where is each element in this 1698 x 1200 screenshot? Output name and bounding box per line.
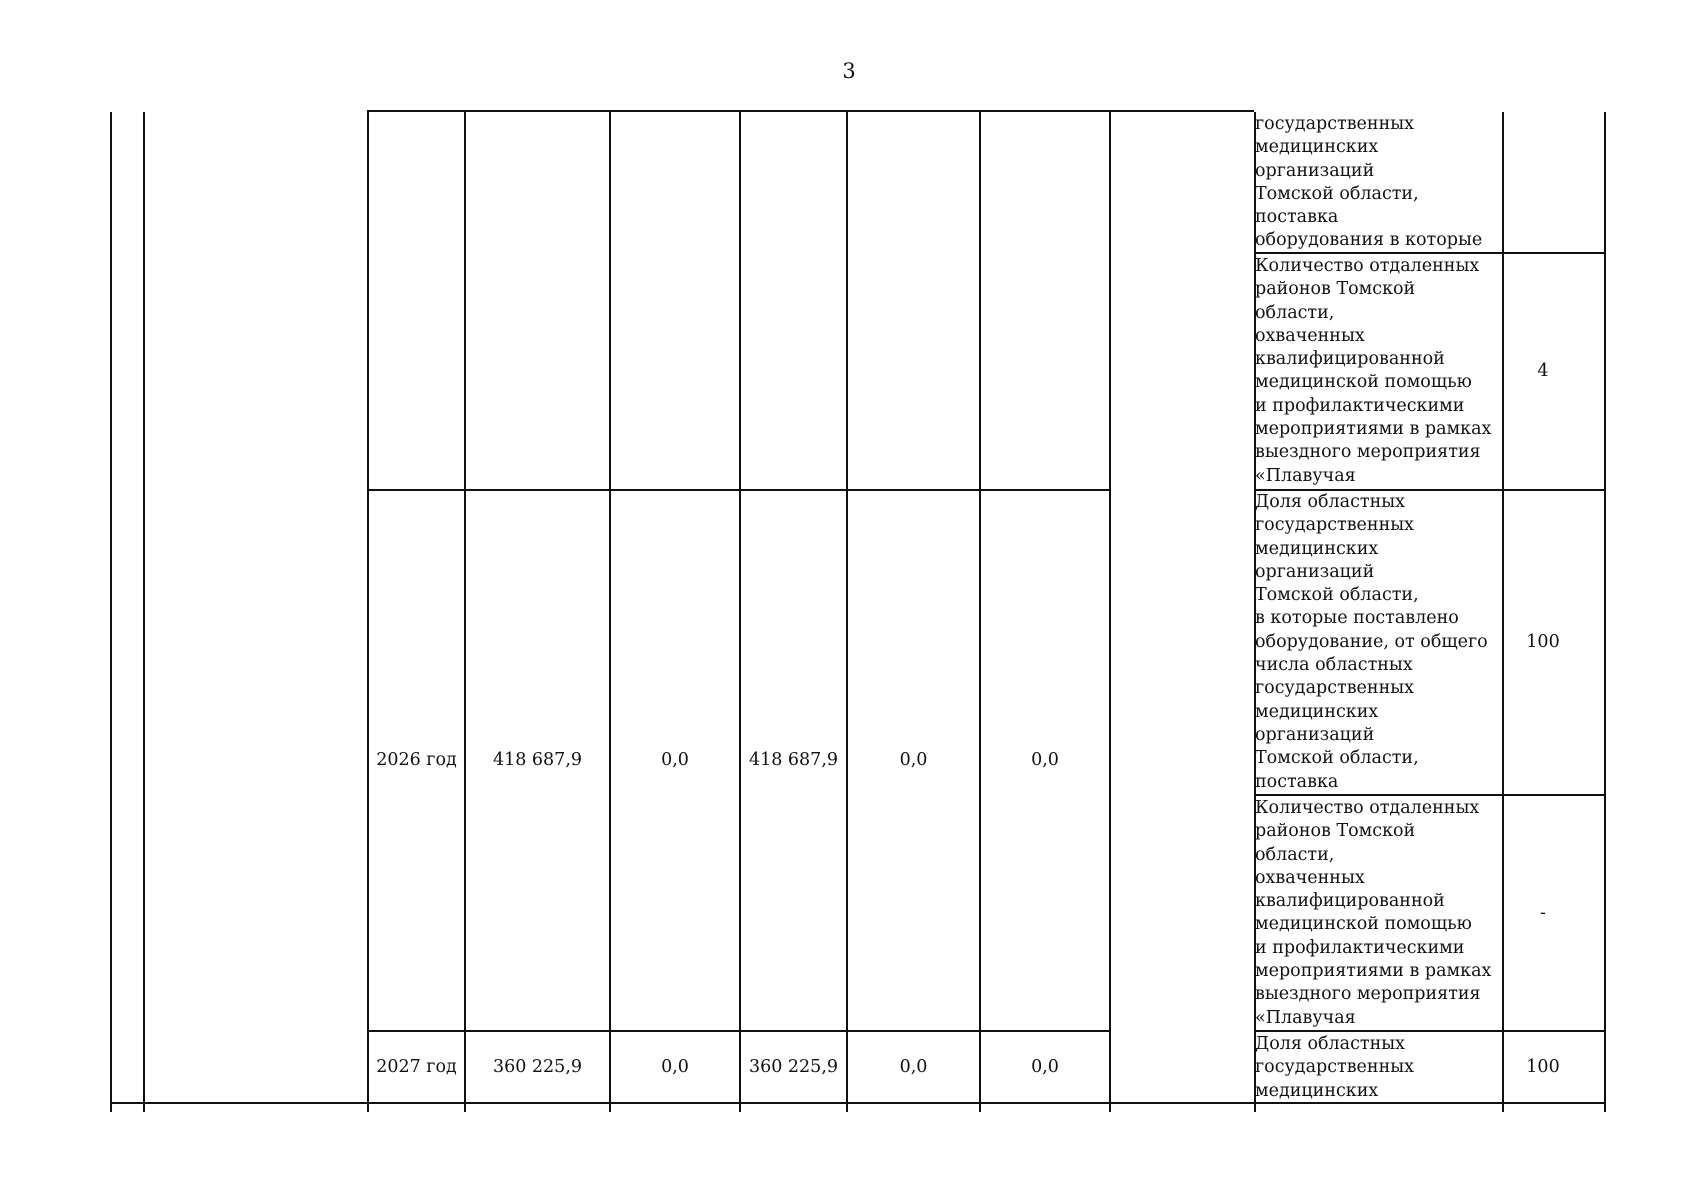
indicator-text: государственных медицинских организаций Томской области, поставка оборудования в которые <box>1255 114 1483 251</box>
indicator-value: 4 <box>1537 361 1549 381</box>
indicator-text: Доля областных государственных медицинских организаций Томской области, в которые поставлено оборудование, от общего числа областных государственных медицинских организаций Томской области, поставка <box>1255 492 1488 792</box>
table-border <box>110 112 112 1112</box>
total-amount-cell: 418 687,9 <box>492 750 583 770</box>
year-cell: 2026 год <box>376 750 457 770</box>
indicator-text: Количество отдаленных районов Томской области, охваченных квалифицированной медицинской помощью и профилактическими мероприятиями в рамках выездного мероприятия «Плавучая <box>1255 798 1492 1028</box>
indicator-value: 100 <box>1526 1056 1560 1077</box>
table-border <box>143 112 145 1112</box>
table-border <box>1109 112 1111 1112</box>
year-cell: 2027 год <box>376 1056 457 1077</box>
federal-budget-cell: 0,0 <box>661 1056 689 1077</box>
table-border <box>1604 112 1606 1112</box>
local-budget-cell: 0,0 <box>899 1056 928 1077</box>
indicator-value: - <box>1540 902 1546 923</box>
regional-budget-cell: 418 687,9 <box>748 750 839 770</box>
regional-budget-cell: 360 225,9 <box>748 1056 839 1077</box>
extrabudget-cell: 0,0 <box>1031 1056 1059 1077</box>
table-border <box>367 110 1254 112</box>
indicator-value: 100 <box>1526 632 1560 652</box>
indicator-text: Количество отдаленных районов Томской области, охваченных квалифицированной медицинской помощью и профилактическими мероприятиями в рамках выездного мероприятия «Плавучая <box>1255 256 1492 486</box>
page-number: 3 <box>842 59 856 83</box>
extrabudget-cell: 0,0 <box>1031 750 1059 770</box>
indicator-text: Доля областных государственных медицинских <box>1255 1034 1415 1101</box>
federal-budget-cell: 0,0 <box>661 750 689 770</box>
local-budget-cell: 0,0 <box>899 750 928 770</box>
total-amount-cell: 360 225,9 <box>492 1056 583 1077</box>
